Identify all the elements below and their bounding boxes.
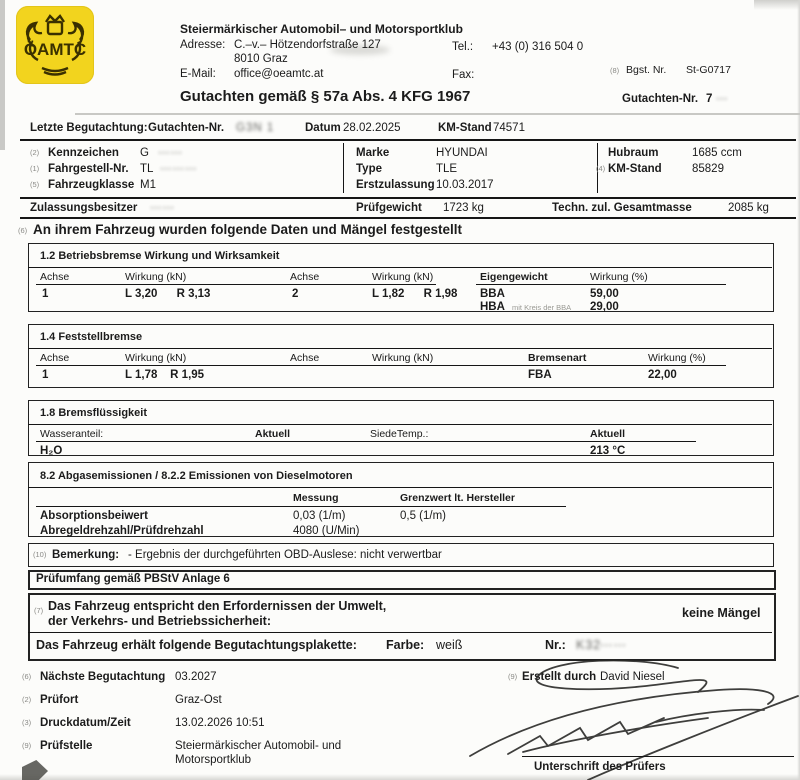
betriebsbremse-title: 1.2 Betriebsbremse Wirkung und Wirksamkeit (40, 250, 280, 262)
erstzulassung-label: Erstzulassung (356, 179, 435, 191)
farbe-value: weiß (436, 638, 463, 652)
cell: 213 °C (590, 445, 626, 457)
gesamtmasse-label: Techn. zul. Gesamtmasse (552, 202, 692, 214)
fahrzeugklasse-label: Fahrzeugklasse (48, 179, 135, 191)
letzte-nr-label: Gutachten-Nr. (148, 122, 225, 134)
fahrgestell-value: TL (140, 163, 154, 175)
col-header: Messung (293, 492, 339, 504)
divider (36, 365, 726, 366)
col-header: Grenzwert lt. Hersteller (400, 492, 515, 504)
naechste-footnote-ref: (6) (22, 672, 32, 681)
type-value: TLE (436, 163, 458, 175)
col-header: Achse (40, 352, 70, 364)
col-header: Achse (290, 352, 320, 364)
result-line2: der Verkehrs- und Betriebssicherheit: (48, 614, 271, 628)
erstellt-footnote-ref: (9) (508, 672, 518, 681)
bgst-footnote-ref: (8) (610, 66, 620, 75)
col-header: Aktuell (590, 428, 626, 440)
cell: Absorptionsbeiwert (40, 510, 148, 522)
letzte-label: Letzte Begutachtung: (30, 122, 148, 134)
divider (36, 284, 436, 285)
divider (28, 487, 772, 488)
pruefort-value: Graz-Ost (175, 694, 222, 706)
divider (28, 348, 772, 349)
cell: 59,00 (590, 288, 619, 300)
col-header: SiedeTemp.: (370, 428, 429, 440)
result-verdict: keine Mängel (682, 606, 761, 620)
fax-label: Fax: (452, 69, 475, 81)
address-line1: C.–v.– Hötzendorfstraße 127 (234, 39, 381, 51)
divider (28, 267, 772, 268)
divider (28, 632, 772, 633)
pruefstelle-label: Prüfstelle (40, 740, 93, 752)
result-line1: Das Fahrzeug entspricht den Erfordernissen der Umwelt, (48, 599, 387, 613)
fahrgestell-redacted: ⋯⋯⋯ (160, 163, 198, 175)
plakette-label: Das Fahrzeug erhält folgende Begutachtungsplakette: (36, 638, 357, 652)
kennzeichen-footnote-ref: (2) (30, 148, 40, 157)
cell: H₂O (40, 445, 63, 457)
divider (20, 139, 796, 141)
col-header: Achse (290, 271, 320, 283)
marke-label: Marke (356, 147, 390, 159)
tel-value: +43 (0) 316 504 0 (492, 41, 584, 53)
cell: 4080 (U/Min) (293, 525, 360, 537)
club-name: Steiermärkischer Automobil– und Motorsportklub (180, 22, 463, 36)
cell: FBA (528, 369, 552, 381)
km-stand-value: 85829 (692, 163, 724, 175)
bremsfluessigkeit-title: 1.8 Bremsflüssigkeit (40, 407, 147, 419)
bgst-label: Bgst. Nr. (626, 64, 667, 76)
letzte-km-value: 74571 (493, 122, 525, 134)
bemerkung-text: - Ergebnis der durchgeführten OBD-Auslese: nicht verwertbar (128, 549, 442, 561)
address-label: Adresse: (180, 39, 226, 51)
cell: BBA (480, 288, 505, 300)
feststellbremse-title: 1.4 Feststellbremse (40, 331, 143, 343)
gutachten-nr-redacted: ⋯ (716, 93, 729, 105)
letzte-datum-label: Datum (305, 122, 341, 134)
plakette-nr-label: Nr.: (545, 638, 566, 652)
kennzeichen-value: G (140, 147, 149, 159)
col-header: Wirkung (%) (590, 271, 648, 283)
col-header: Wirkung (%) (648, 352, 706, 364)
scan-edge-bottom (0, 774, 800, 780)
scan-edge-top-right (754, 0, 800, 10)
divider (28, 424, 772, 425)
scan-edge-left (0, 0, 5, 150)
kennzeichen-redacted: ⋯⋯ (158, 147, 183, 159)
bgst-value: St-G0717 (686, 64, 731, 76)
besitzer-redacted: ⋯⋯ (150, 202, 175, 214)
erstellt-value: David Niesel (600, 671, 665, 683)
farbe-label: Farbe: (386, 638, 425, 652)
bemerkung-label: Bemerkung: (52, 549, 120, 561)
divider (476, 284, 726, 285)
pruefgewicht-value: 1723 kg (443, 202, 484, 214)
cell: L 1,82 R 1,98 (372, 288, 458, 300)
col-header: Aktuell (255, 428, 291, 440)
col-header: Eigengewicht (480, 271, 548, 283)
gutachten-nr-value: 7 (706, 93, 713, 105)
oeamtc-logo-icon (16, 6, 94, 84)
signature-label: Unterschrift des Prüfers (534, 761, 666, 773)
col-header: Wirkung (kN) (125, 352, 187, 364)
col-header: Wirkung (kN) (125, 271, 187, 283)
col-header: Achse (40, 271, 70, 283)
divider (20, 197, 796, 199)
cell: 29,00 (590, 301, 619, 313)
cell: HBA (480, 301, 505, 313)
cell: 1 (42, 288, 49, 300)
abgas-title: 8.2 Abgasemissionen / 8.2.2 Emissionen von Dieselmotoren (40, 470, 353, 482)
fahrzeugklasse-footnote-ref: (5) (30, 180, 40, 189)
signature-line (522, 756, 794, 757)
plakette-nr-value: K32 (576, 638, 602, 652)
result-footnote-ref: (7) (34, 606, 44, 615)
gesamtmasse-value: 2085 kg (728, 202, 769, 214)
col-header: Wasseranteil: (40, 428, 104, 440)
plakette-nr-redacted: ⋯⋯ (600, 638, 627, 652)
type-label: Type (356, 163, 382, 175)
druckdatum-value: 13.02.2026 10:51 (175, 717, 265, 729)
naechste-label: Nächste Begutachtung (40, 671, 166, 683)
cell: Abregeldrehzahl/Prüfdrehzahl (40, 525, 204, 537)
km-footnote-ref: (4) (596, 164, 606, 173)
kennzeichen-label: Kennzeichen (48, 147, 119, 159)
findings-footnote-ref: (6) (18, 226, 28, 235)
letzte-datum-value: 28.02.2025 (343, 122, 401, 134)
hubraum-value: 1685 ccm (692, 147, 742, 159)
hba-note: mit Kreis der BBA (512, 303, 572, 312)
pruefstelle-footnote-ref: (9) (22, 741, 32, 750)
marke-value: HYUNDAI (436, 147, 488, 159)
fahrzeugklasse-value: M1 (140, 179, 156, 191)
gutachten-nr-label: Gutachten-Nr. (622, 93, 699, 105)
email-value: office@oeamtc.at (234, 68, 324, 80)
findings-heading: An ihrem Fahrzeug wurden folgende Daten und Mängel festgestellt (33, 222, 463, 237)
cell: L 1,78 R 1,95 (125, 369, 205, 381)
besitzer-label: Zulassungsbesitzer (30, 202, 138, 214)
email-label: E-Mail: (180, 68, 216, 80)
logo-text: ÖAMTC (23, 40, 87, 59)
pruefstelle-value-line1: Steiermärkischer Automobil- und (175, 740, 342, 752)
address-line2: 8010 Graz (234, 53, 288, 65)
divider (20, 217, 796, 219)
cell: 0,5 (1/m) (400, 510, 447, 522)
cell: 22,00 (648, 369, 677, 381)
fahrgestell-label: Fahrgestell-Nr. (48, 163, 129, 175)
pruefumfang-text: Prüfumfang gemäß PBStV Anlage 6 (36, 573, 230, 585)
km-stand-label: KM-Stand (608, 163, 662, 175)
document-title: Gutachten gemäß § 57a Abs. 4 KFG 1967 (180, 88, 471, 105)
divider (343, 143, 344, 193)
cell: 2 (292, 288, 299, 300)
col-header: Bremsenart (528, 352, 587, 364)
pruefort-label: Prüfort (40, 694, 79, 706)
letzte-nr-redacted: G3N 1 (236, 122, 275, 134)
divider (75, 113, 800, 115)
druckdatum-footnote-ref: (3) (22, 718, 32, 727)
divider (36, 506, 566, 507)
cell: 1 (42, 369, 49, 381)
erstellt-label: Erstellt durch (522, 671, 597, 683)
col-header: Wirkung (kN) (372, 352, 434, 364)
naechste-value: 03.2027 (175, 671, 217, 683)
cell: L 3,20 R 3,13 (125, 288, 211, 300)
pruefstelle-value-line2: Motorsportklub (175, 754, 252, 766)
col-header: Wirkung (kN) (372, 271, 434, 283)
pruefgewicht-label: Prüfgewicht (356, 202, 422, 214)
divider (36, 441, 696, 442)
bemerkung-footnote-ref: (10) (33, 550, 47, 559)
hubraum-label: Hubraum (608, 147, 659, 159)
cell: 0,03 (1/m) (293, 510, 346, 522)
fahrgestell-footnote-ref: (1) (30, 164, 40, 173)
erstzulassung-value: 10.03.2017 (436, 179, 494, 191)
druckdatum-label: Druckdatum/Zeit (40, 717, 131, 729)
tel-label: Tel.: (452, 41, 474, 53)
letzte-km-label: KM-Stand (438, 122, 492, 134)
pruefort-footnote-ref: (2) (22, 695, 32, 704)
